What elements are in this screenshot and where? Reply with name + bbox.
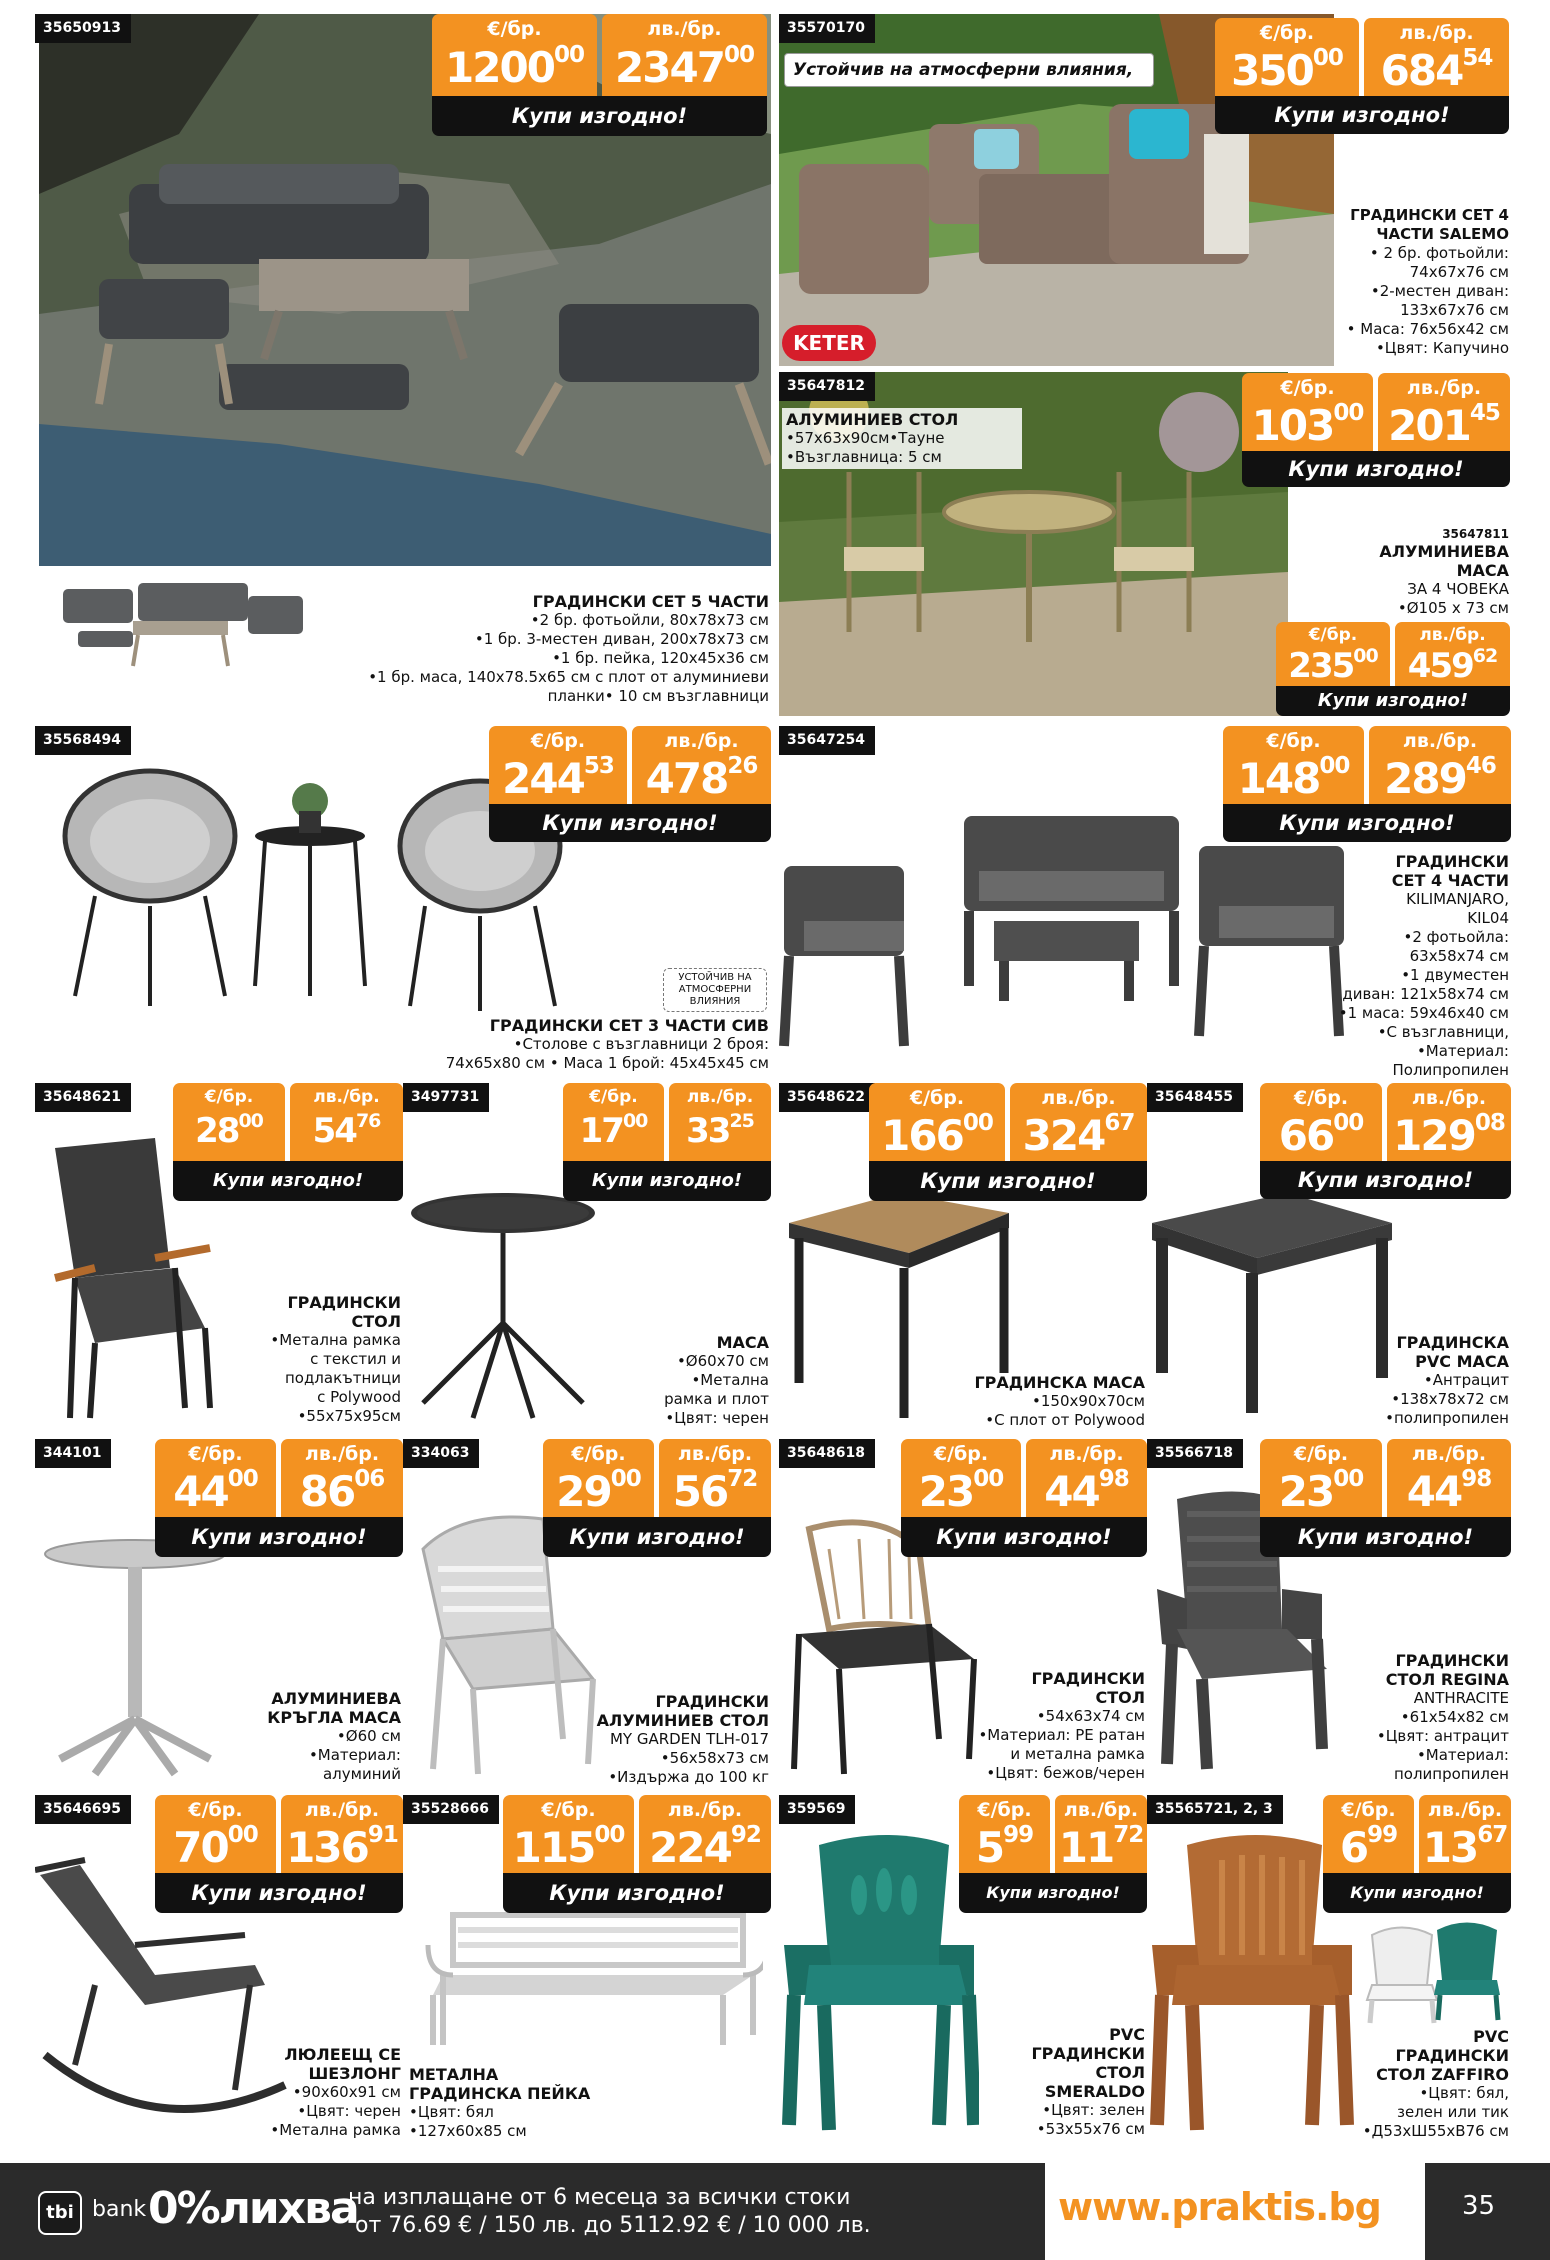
product-card-metal-bench[interactable] bbox=[403, 1795, 771, 2145]
product-card-zaffiro-chair[interactable] bbox=[1147, 1795, 1511, 2145]
sku-label: 35568494 bbox=[35, 726, 131, 755]
currency-lev: лв./бр. bbox=[667, 1799, 743, 1821]
currency-lev: лв./бр. bbox=[1411, 1443, 1487, 1465]
price-box bbox=[1223, 726, 1511, 842]
buy-button[interactable]: Купи изгодно! bbox=[1260, 1161, 1511, 1199]
currency-lev: лв./бр. bbox=[304, 1443, 380, 1465]
price-lev: $54^{76}$ bbox=[312, 1110, 381, 1151]
currency-eur: €/бр. bbox=[541, 1799, 596, 1821]
product-title: СТОЛ bbox=[351, 1312, 401, 1331]
product-variants-thumbnail bbox=[1362, 1915, 1502, 2025]
currency-lev: лв./бр. bbox=[304, 1799, 380, 1821]
price-lev: $324^{67}$ bbox=[1022, 1110, 1135, 1160]
price-lev: $201^{45}$ bbox=[1388, 400, 1500, 450]
spec-line: •Материал: bbox=[308, 1746, 401, 1764]
price-lev: 2347$^{00}$ bbox=[615, 42, 754, 92]
price-eur: $6^{99}$ bbox=[1339, 1822, 1398, 1872]
price-box bbox=[543, 1439, 771, 1557]
buy-button[interactable]: Купи изгодно! bbox=[155, 1873, 403, 1913]
price-eur: $17^{00}$ bbox=[579, 1110, 648, 1151]
currency-eur: €/бр. bbox=[1293, 1087, 1349, 1109]
price-box bbox=[869, 1083, 1147, 1201]
currency-eur: €/бр. bbox=[977, 1799, 1032, 1821]
product-description bbox=[619, 1333, 769, 1428]
product-title: ГРАДИНСКИ bbox=[1395, 2046, 1509, 2065]
spec-line: •Издържа до 100 кг bbox=[608, 1768, 769, 1786]
product-title: ГРАДИНСКИ bbox=[1031, 2044, 1145, 2063]
currency-lev: лв./бр. bbox=[1427, 1799, 1503, 1821]
spec-line: •1 двуместен bbox=[1401, 966, 1509, 984]
price-lev: $459^{62}$ bbox=[1407, 645, 1498, 686]
price-box-table bbox=[1276, 622, 1510, 716]
spec-line: •Цвят: черен bbox=[297, 2102, 401, 2120]
spec-line: •Цвят: Капучино bbox=[1375, 339, 1509, 357]
product-title: ГРАДИНСКИ bbox=[287, 1293, 401, 1312]
price-eur: $44^{00}$ bbox=[173, 1466, 258, 1516]
currency-eur: €/бр. bbox=[1259, 22, 1315, 44]
price-lev: $224^{92}$ bbox=[649, 1822, 761, 1872]
price-box bbox=[1260, 1439, 1511, 1557]
product-photo bbox=[35, 1539, 235, 1779]
product-description bbox=[241, 1293, 401, 1426]
spec-line: подлакътници bbox=[284, 1369, 401, 1387]
spec-line: алуминий bbox=[322, 1765, 401, 1783]
product-card-rattan-chair[interactable] bbox=[779, 1439, 1147, 1791]
spec-line: •Цвят: антрацит bbox=[1376, 1727, 1509, 1745]
spec-line: диван: 121x58x74 см bbox=[1342, 985, 1509, 1003]
spec-line: полипропилен bbox=[1393, 1765, 1509, 1783]
spec-line: •2-местен диван: bbox=[1370, 282, 1509, 300]
spec-line: •полипропилен bbox=[1385, 1409, 1509, 1427]
spec-line: •Цвят: черен bbox=[665, 1409, 769, 1427]
sku-label: 35647812 bbox=[779, 372, 875, 401]
sku-label: 35646695 bbox=[35, 1795, 131, 1824]
spec-line: MY GARDEN TLH-017 bbox=[609, 1730, 769, 1748]
price-box bbox=[1215, 18, 1509, 134]
price-lev: $33^{25}$ bbox=[686, 1110, 754, 1151]
buy-button[interactable]: Купи изгодно! bbox=[1242, 451, 1510, 487]
currency-eur: €/бр. bbox=[1280, 377, 1335, 399]
price-box bbox=[432, 14, 767, 136]
footer-bar bbox=[0, 2163, 1550, 2260]
sku-label: 35528666 bbox=[403, 1795, 499, 1824]
product-title: PVC МАСА bbox=[1415, 1352, 1509, 1371]
product-title: ГРАДИНСКИ СЕТ 3 ЧАСТИ СИВ bbox=[489, 1016, 769, 1035]
product-description bbox=[169, 1016, 769, 1073]
badge-line: УСТОЙЧИВ НА bbox=[678, 972, 752, 983]
price-lev: $13^{67}$ bbox=[1422, 1822, 1508, 1872]
product-description bbox=[1339, 1651, 1509, 1784]
price-eur: $23^{00}$ bbox=[1278, 1466, 1364, 1516]
buy-button[interactable]: Купи изгодно! bbox=[503, 1873, 771, 1913]
weather-badge bbox=[663, 968, 767, 1012]
spec-line: •Антрацит bbox=[1423, 1371, 1509, 1389]
price-eur: 1200$^{00}$ bbox=[445, 42, 584, 92]
buy-button[interactable]: Купи изгодно! bbox=[1223, 804, 1511, 842]
product-title: ГРАДИНСКА ПЕЙКА bbox=[409, 2084, 591, 2103]
product-title: ГРАДИНСКИ bbox=[1395, 852, 1509, 871]
price-eur: $28^{00}$ bbox=[195, 1110, 263, 1151]
currency-eur: €/бр. bbox=[1293, 1443, 1349, 1465]
price-box bbox=[173, 1083, 403, 1201]
spec-line: •Цвят: бял bbox=[409, 2103, 494, 2121]
product-description bbox=[935, 1669, 1145, 1783]
currency-eur: €/бр. bbox=[1341, 1799, 1396, 1821]
buy-button[interactable]: Купи изгодно! bbox=[489, 804, 771, 842]
currency-lev: лв./бр. bbox=[647, 18, 722, 40]
spec-line: с текстил и bbox=[310, 1350, 401, 1368]
currency-eur: €/бр. bbox=[1308, 625, 1358, 645]
currency-lev: лв./бр. bbox=[677, 1443, 753, 1465]
price-box bbox=[155, 1795, 403, 1913]
product-title: ГРАДИНСКИ bbox=[1031, 1669, 1145, 1688]
tbi-logo-text: tbi bbox=[46, 2202, 74, 2223]
spec-line: •2 фотьойла: bbox=[1403, 928, 1509, 946]
price-lev: $129^{08}$ bbox=[1393, 1110, 1505, 1160]
product-title: МАСА bbox=[716, 1333, 769, 1352]
spec-line: •Цвят: бежов/черен bbox=[986, 1764, 1145, 1782]
website-link[interactable]: www.praktis.bg bbox=[1058, 2185, 1381, 2229]
product-description bbox=[549, 1692, 769, 1787]
spec-line: •57x63x90см•Тауне bbox=[786, 429, 945, 447]
price-box bbox=[489, 726, 771, 842]
price-eur: $103^{00}$ bbox=[1251, 400, 1364, 450]
spec-line: •Материал: bbox=[1416, 1746, 1509, 1764]
product-card-salemo-set[interactable] bbox=[779, 14, 1511, 372]
spec-line: •1 бр. маса, 140x78.5x65 см с плот от алуминиеви bbox=[368, 668, 769, 686]
spec-line: • 2 бр. фотьойли: bbox=[1369, 244, 1509, 262]
currency-eur: €/бр. bbox=[1266, 730, 1321, 752]
product-title: АЛУМИНИЕВ СТОЛ bbox=[596, 1711, 769, 1730]
currency-eur: €/бр. bbox=[188, 1443, 243, 1465]
price-eur: $235^{00}$ bbox=[1288, 645, 1378, 686]
currency-lev: лв./бр. bbox=[1041, 1087, 1116, 1109]
currency-eur: €/бр. bbox=[487, 18, 542, 40]
currency-eur: €/бр. bbox=[204, 1087, 254, 1107]
product-title: АЛУМИНИЕВ СТОЛ bbox=[786, 410, 959, 429]
product-card-kilimanjaro-set[interactable] bbox=[779, 726, 1511, 1078]
keter-logo: KETER bbox=[782, 325, 876, 361]
buy-button[interactable]: Купи изгодно! bbox=[1323, 1873, 1511, 1913]
product-card-garden-set-3-grey[interactable] bbox=[35, 726, 771, 1078]
product-description bbox=[231, 2045, 401, 2140]
spec-line: •150x90x70см bbox=[1032, 1392, 1145, 1410]
product-title: МЕТАЛНА bbox=[409, 2065, 499, 2084]
currency-lev: лв./бр. bbox=[1406, 377, 1482, 399]
sku-label: 35648621 bbox=[35, 1083, 131, 1112]
price-eur: $70^{00}$ bbox=[173, 1822, 258, 1872]
currency-lev: лв./бр. bbox=[1063, 1799, 1139, 1821]
product-card-metal-table[interactable] bbox=[403, 1083, 771, 1435]
currency-lev: лв./бр. bbox=[1411, 1087, 1487, 1109]
price-box bbox=[1260, 1083, 1511, 1199]
product-description bbox=[905, 1373, 1145, 1430]
table-description bbox=[1299, 526, 1509, 618]
price-eur: $166^{00}$ bbox=[881, 1110, 993, 1160]
product-title: СТОЛ ZAFFIRO bbox=[1376, 2065, 1509, 2084]
product-card-garden-set-5[interactable] bbox=[35, 14, 771, 716]
spec-line: •Метална рамка bbox=[270, 2121, 401, 2139]
price-lev: $136^{91}$ bbox=[286, 1822, 398, 1872]
buy-button[interactable]: Купи изгодно! bbox=[432, 96, 767, 136]
spec-line: ANTHRACITE bbox=[1413, 1689, 1509, 1707]
bank-word: bank bbox=[92, 2197, 147, 2222]
price-box bbox=[901, 1439, 1147, 1557]
price-eur: $5^{99}$ bbox=[975, 1822, 1034, 1872]
buy-button[interactable]: Купи изгодно! bbox=[155, 1517, 403, 1557]
sku-label: 359569 bbox=[779, 1795, 855, 1824]
product-title: ГРАДИНСКИ СЕТ 4 ЧАСТИ SALEMO bbox=[1350, 206, 1509, 243]
product-title: ГРАДИНСКИ СЕТ 5 ЧАСТИ bbox=[532, 592, 769, 611]
product-card-polywood-table[interactable] bbox=[779, 1083, 1147, 1435]
price-lev: $11^{72}$ bbox=[1058, 1822, 1144, 1872]
spec-line: •Столове с възглавници 2 броя: bbox=[513, 1035, 769, 1053]
sku-label: 35566718 bbox=[1147, 1439, 1243, 1468]
sku-label: 35648618 bbox=[779, 1439, 875, 1468]
product-photo bbox=[779, 1825, 979, 2135]
sku-label: 35648622 bbox=[779, 1083, 875, 1112]
spec-line: планки• 10 см възглавници bbox=[547, 687, 769, 705]
weather-resistant-banner: Устойчив на атмосферни влияния, bbox=[784, 53, 1154, 87]
currency-lev: лв./бр. bbox=[1419, 625, 1486, 645]
spec-line: KILIMANJARO, bbox=[1406, 890, 1509, 908]
product-photo bbox=[423, 1905, 763, 2045]
spec-line: рамка и плот bbox=[664, 1390, 769, 1408]
price-lev: $44^{98}$ bbox=[1044, 1466, 1129, 1516]
product-title: КРЪГЛА МАСА bbox=[267, 1708, 401, 1727]
price-lev: $86^{06}$ bbox=[299, 1466, 385, 1516]
currency-eur: €/бр. bbox=[589, 1087, 638, 1107]
product-description bbox=[985, 2025, 1145, 2139]
spec-line: •54x63x74 см bbox=[1036, 1707, 1145, 1725]
product-title: СТОЛ REGINA bbox=[1385, 1670, 1509, 1689]
spec-line: •Цвят: зелен bbox=[1042, 2101, 1145, 2119]
product-photo bbox=[403, 1183, 603, 1433]
tbi-logo bbox=[38, 2191, 82, 2235]
price-eur: $350^{00}$ bbox=[1231, 45, 1343, 95]
product-description bbox=[1349, 2027, 1509, 2141]
product-title: ЛЮЛЕЕЩ СЕ bbox=[284, 2045, 401, 2064]
price-lev: $289^{46}$ bbox=[1384, 753, 1496, 803]
product-title: СТОЛ bbox=[1095, 2063, 1145, 2082]
spec-line: 63x58x74 см bbox=[1409, 947, 1509, 965]
spec-line: •1 бр. пейка, 120x45x36 см bbox=[552, 649, 769, 667]
buy-button[interactable]: Купи изгодно! bbox=[1215, 96, 1509, 134]
badge-line: ВЛИЯНИЯ bbox=[689, 996, 741, 1007]
buy-button[interactable]: Купи изгодно! bbox=[173, 1161, 403, 1201]
product-title: ГРАДИНСКА bbox=[1396, 1333, 1509, 1352]
product-card-rocking-lounger[interactable] bbox=[35, 1795, 403, 2145]
price-eur: $244^{53}$ bbox=[502, 753, 614, 803]
spec-line: •2 бр. фотьойли, 80x78x73 см bbox=[530, 611, 769, 629]
sku-label: 344101 bbox=[35, 1439, 111, 1468]
price-box bbox=[959, 1795, 1147, 1913]
sku-label: 35647811 bbox=[1442, 527, 1509, 541]
spec-line: •127x60x85 см bbox=[409, 2122, 527, 2140]
product-title: ГРАДИНСКИ bbox=[1395, 1651, 1509, 1670]
currency-eur: €/бр. bbox=[909, 1087, 965, 1109]
product-title: АЛУМИНИЕВА bbox=[271, 1689, 401, 1708]
product-title: МАСА bbox=[1456, 561, 1509, 580]
price-eur: $148^{00}$ bbox=[1237, 753, 1350, 803]
spec-line: 74x67x76 см bbox=[1409, 263, 1509, 281]
currency-eur: €/бр. bbox=[933, 1443, 989, 1465]
price-box bbox=[563, 1083, 771, 1201]
spec-line: •Цвят: бял, bbox=[1419, 2084, 1509, 2102]
currency-lev: лв./бр. bbox=[1399, 22, 1474, 44]
price-eur: $66^{00}$ bbox=[1278, 1110, 1364, 1160]
product-thumbnail bbox=[43, 571, 323, 683]
product-title: PVC bbox=[1109, 2025, 1145, 2044]
currency-lev: лв./бр. bbox=[664, 730, 739, 752]
spec-line: •53x55x76 см bbox=[1036, 2120, 1145, 2138]
spec-line: •Ø60x70 см bbox=[676, 1352, 769, 1370]
spec-line: •55x75x95см bbox=[297, 1407, 401, 1425]
spec-line: •90x60x91 см bbox=[292, 2083, 401, 2101]
buy-button[interactable]: Купи изгодно! bbox=[543, 1517, 771, 1557]
sku-label: 35570170 bbox=[779, 14, 875, 43]
price-lev: $56^{72}$ bbox=[672, 1466, 758, 1516]
price-eur: $29^{00}$ bbox=[556, 1466, 641, 1516]
badge-line: АТМОСФЕРНИ bbox=[678, 984, 752, 995]
spec-line: •1 бр. 3-местен диван, 200x78x73 см bbox=[474, 630, 769, 648]
page-number: 35 bbox=[1462, 2191, 1496, 2221]
product-card-aluminium-chair-tlh[interactable] bbox=[403, 1439, 771, 1791]
spec-line: 133x67x76 см bbox=[1400, 301, 1509, 319]
spec-line: с Polywood bbox=[317, 1388, 401, 1406]
price-lev: $478^{26}$ bbox=[645, 753, 758, 803]
price-box bbox=[503, 1795, 771, 1913]
buy-button[interactable]: Купи изгодно! bbox=[901, 1517, 1147, 1557]
product-description bbox=[409, 2065, 649, 2141]
product-title: ГРАДИНСКИ bbox=[655, 1692, 769, 1711]
spec-line: ЗА 4 ЧОВЕКА bbox=[1407, 580, 1509, 598]
product-title: ГРАДИНСКА МАСА bbox=[974, 1373, 1145, 1392]
currency-lev: лв./бр. bbox=[313, 1087, 380, 1107]
spec-line: •56x58x73 см bbox=[660, 1749, 769, 1767]
product-description bbox=[309, 592, 769, 706]
product-title: PVC bbox=[1473, 2027, 1509, 2046]
spec-line: зелен или тик bbox=[1397, 2103, 1509, 2121]
product-card-garden-chair-polywood[interactable] bbox=[35, 1083, 403, 1435]
buy-button[interactable]: Купи изгодно! bbox=[869, 1161, 1147, 1201]
product-card-pvc-table[interactable] bbox=[1147, 1083, 1511, 1435]
currency-eur: €/бр. bbox=[530, 730, 586, 752]
sku-label: 35565721, 2, 3 bbox=[1147, 1795, 1283, 1824]
currency-lev: лв./бр. bbox=[686, 1087, 754, 1107]
buy-button[interactable]: Купи изгодно! bbox=[1260, 1517, 1511, 1557]
product-title: SMERALDO bbox=[1044, 2082, 1145, 2101]
price-eur: $115^{00}$ bbox=[512, 1822, 625, 1872]
spec-line: •1 маса: 59x46x40 см bbox=[1338, 1004, 1509, 1022]
product-description bbox=[231, 1689, 401, 1784]
spec-line: •Материал: bbox=[1416, 1042, 1509, 1060]
spec-line: •Д53хШ55хВ76 см bbox=[1362, 2122, 1509, 2140]
currency-lev: лв./бр. bbox=[1402, 730, 1478, 752]
spec-line: и метална рамка bbox=[1010, 1745, 1145, 1763]
sku-label: 35648455 bbox=[1147, 1083, 1243, 1112]
spec-line: •138x78x72 см bbox=[1391, 1390, 1509, 1408]
spec-line: •Възглавница: 5 см bbox=[786, 448, 942, 466]
spec-line: 74x65x80 см • Маса 1 брой: 45x45x45 см bbox=[445, 1054, 769, 1072]
product-description bbox=[1309, 206, 1509, 358]
price-eur: $23^{00}$ bbox=[918, 1466, 1004, 1516]
price-box bbox=[1242, 373, 1510, 487]
product-title: СЕТ 4 ЧАСТИ bbox=[1391, 871, 1509, 890]
price-box bbox=[155, 1439, 403, 1557]
installment-text-1: на изплащане от 6 месеца за всички стоки bbox=[348, 2185, 851, 2210]
spec-line: •Метална рамка bbox=[270, 1331, 401, 1349]
spec-line: KIL04 bbox=[1467, 909, 1509, 927]
spec-line: •Ø60 см bbox=[336, 1727, 401, 1745]
installment-text-2: от 76.69 € / 150 лв. до 5112.92 € / 10 000 лв. bbox=[355, 2213, 871, 2238]
spec-line: •Ø105 x 73 см bbox=[1397, 599, 1509, 617]
currency-eur: €/бр. bbox=[188, 1799, 243, 1821]
price-lev: $684^{54}$ bbox=[1380, 45, 1493, 95]
price-box bbox=[1323, 1795, 1511, 1913]
spec-line: •С възглавници, bbox=[1377, 1023, 1509, 1041]
chair-description bbox=[782, 408, 1022, 469]
spec-line: Полипропилен bbox=[1392, 1061, 1509, 1078]
spec-line: •61x54x82 см bbox=[1400, 1708, 1509, 1726]
product-card-regina-chair[interactable] bbox=[1147, 1439, 1511, 1791]
product-title: ШЕЗЛОНГ bbox=[308, 2064, 401, 2083]
sku-label: 334063 bbox=[403, 1439, 479, 1468]
sku-label: 35647254 bbox=[779, 726, 875, 755]
product-description bbox=[1349, 1333, 1509, 1428]
product-description bbox=[1329, 852, 1509, 1078]
price-lev: $44^{98}$ bbox=[1406, 1466, 1492, 1516]
currency-eur: €/бр. bbox=[571, 1443, 626, 1465]
buy-button[interactable]: Купи изгодно! bbox=[959, 1873, 1147, 1913]
buy-button[interactable]: Купи изгодно! bbox=[1276, 686, 1510, 716]
product-title: СТОЛ bbox=[1095, 1688, 1145, 1707]
spec-line: • Маса: 76x56x42 см bbox=[1346, 320, 1509, 338]
spec-line: •Материал: PE ратан bbox=[978, 1726, 1145, 1744]
sku-label: 35650913 bbox=[35, 14, 131, 43]
product-card-smeraldo-chair[interactable] bbox=[779, 1795, 1147, 2145]
currency-lev: лв./бр. bbox=[1049, 1443, 1124, 1465]
spec-line: •Метална bbox=[691, 1371, 769, 1389]
buy-button[interactable]: Купи изгодно! bbox=[563, 1161, 771, 1201]
sku-label: 3497731 bbox=[403, 1083, 489, 1112]
product-card-aluminium-chair[interactable] bbox=[779, 372, 1511, 716]
product-title: АЛУМИНИЕВА bbox=[1379, 542, 1509, 561]
zero-interest-text: 0%лихва bbox=[148, 2183, 358, 2234]
spec-line: •С плот от Polywood bbox=[985, 1411, 1145, 1429]
product-card-aluminium-round-table[interactable] bbox=[35, 1439, 403, 1791]
